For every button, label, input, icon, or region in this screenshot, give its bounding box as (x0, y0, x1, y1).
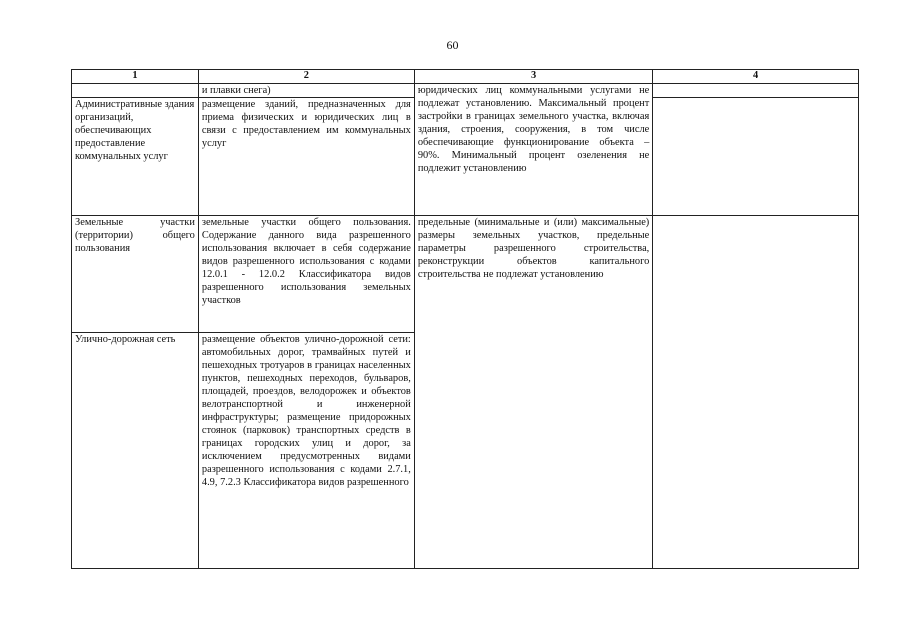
table-header-row (72, 70, 859, 84)
table-cell: Улично-дорожная сеть (72, 333, 199, 569)
table-cell (653, 84, 859, 98)
table-cell: предельные (минимальные и (или) максимальные) размеры земельных участков, предельные параметры разрешенного строительства, реконструкции объектов капитального строительства не подлежат установлению (414, 216, 652, 569)
table-cell: размещение зданий, предназначенных для приема физических и юридических лиц в связи с предоставлением им коммунальных услуг (198, 98, 414, 216)
column-header: 3 (414, 70, 652, 84)
zoning-table (71, 69, 859, 569)
table-cell (72, 84, 199, 98)
table-row (72, 216, 859, 333)
table-cell: размещение объектов улично-дорожной сети: автомобильных дорог, трамвайных путей и пешеходных тротуаров в границах населенных пунктов, пешеходных переходов, бульваров, площадей, проездов, велодорожек и объектов велотранспортной и инженерной инфраструктуры; размещение придорожных стоянок (парковок) транспортных средств в границах городских улиц и дорог, за исключением предусмотренных видами разрешенного использования с кодами 2.7.1, 4.9, 7.2.3 Классификатора видов разрешенного (198, 333, 414, 569)
table-cell (653, 98, 859, 216)
column-header: 4 (653, 70, 859, 84)
page-number: 60 (446, 38, 459, 52)
column-header: 2 (198, 70, 414, 84)
column-header: 1 (72, 70, 199, 84)
table-cell: земельные участки общего пользования. Содержание данного вида разрешенного использования включает в себя содержание видов разрешенного использования с кодами 12.0.1 - 12.0.2 Классификатора видов разрешенного использования земельных участков (198, 216, 414, 333)
table-cell: и плавки снега) (198, 84, 414, 98)
table-cell: Земельные участки (территории) общего пользования (72, 216, 199, 333)
table-cell (653, 216, 859, 569)
table-row (72, 84, 859, 98)
table-cell: юридических лиц коммунальными услугами не подлежат установлению. Максимальный процент застройки в границах земельного участка, включая здания, строения, сооружения, в том числе обеспечивающие функционирование объекта – 90%. Минимальный процент озеленения не подлежит установлению (414, 84, 652, 216)
table-cell: Административные здания организаций, обеспечивающих предоставление коммунальных услуг (72, 98, 199, 216)
